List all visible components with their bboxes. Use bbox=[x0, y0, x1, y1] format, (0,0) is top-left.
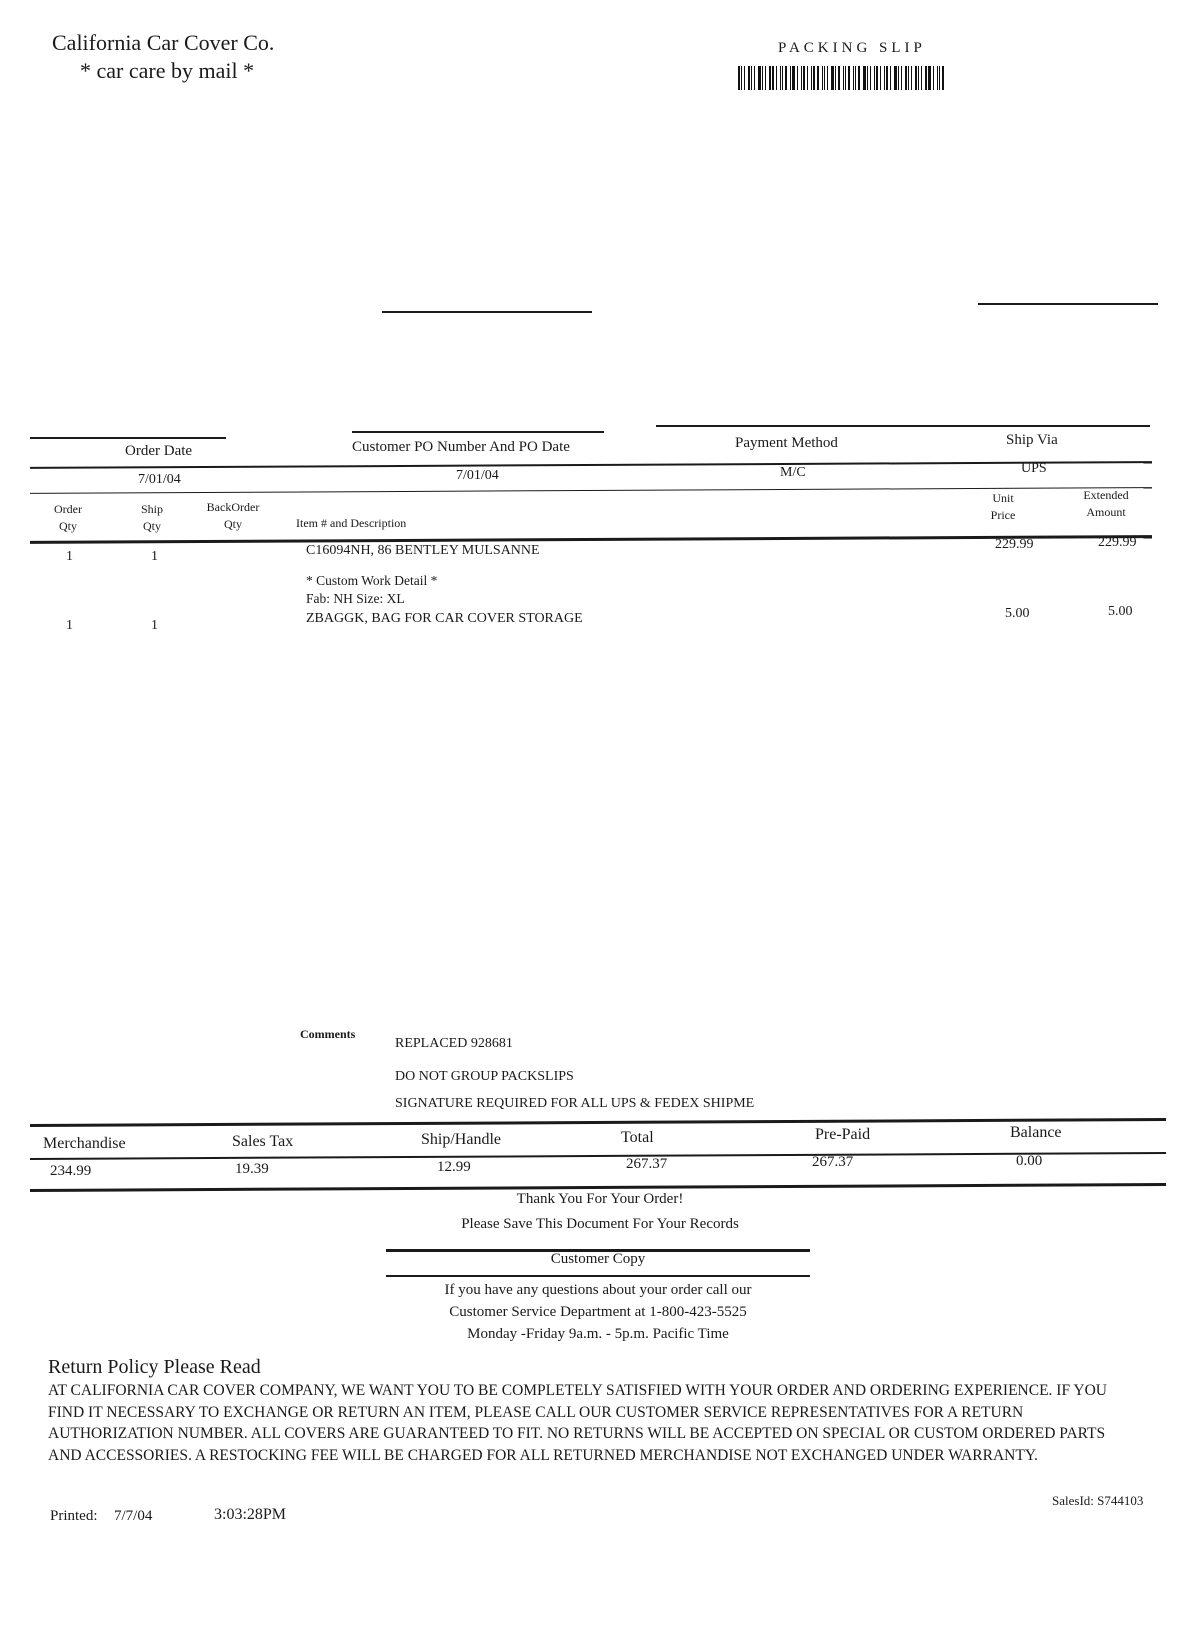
barcode bbox=[738, 66, 988, 90]
extended-amount-header: Extended Amount bbox=[1083, 488, 1129, 519]
blank-line-1 bbox=[382, 311, 592, 313]
order-info-top-rule bbox=[656, 425, 1150, 427]
printed-date: 7/7/04 bbox=[114, 1508, 153, 1524]
item-2-extended: 5.00 bbox=[1108, 604, 1133, 619]
ship-handle-header: Ship/Handle bbox=[421, 1131, 501, 1148]
order-qty-header: Order Qty bbox=[54, 502, 82, 533]
order-info-bottom-rule bbox=[30, 487, 1152, 494]
customer-copy-bottom-rule bbox=[386, 1275, 810, 1277]
merchandise-header: Merchandise bbox=[43, 1135, 126, 1152]
item-2-unit-price: 5.00 bbox=[1005, 606, 1030, 621]
customer-po-value: 7/01/04 bbox=[456, 468, 499, 483]
comment-line: DO NOT GROUP PACKSLIPS bbox=[395, 1069, 574, 1084]
pre-paid-header: Pre-Paid bbox=[815, 1126, 871, 1143]
merchandise-value: 234.99 bbox=[50, 1163, 92, 1179]
total-value: 267.37 bbox=[626, 1156, 668, 1172]
item-2-ship-qty: 1 bbox=[151, 618, 158, 633]
payment-method-header: Payment Method bbox=[735, 435, 838, 451]
item-1-custom-detail: * Custom Work Detail * bbox=[306, 573, 438, 588]
items-header-rule bbox=[30, 535, 1152, 544]
item-1-fabric-size: Fab: NH Size: XL bbox=[306, 591, 405, 606]
item-description-header: Item # and Description bbox=[296, 516, 407, 530]
comments-label: Comments bbox=[300, 1027, 356, 1041]
customer-po-header: Customer PO Number And PO Date bbox=[352, 439, 570, 455]
order-date-value: 7/01/04 bbox=[138, 472, 181, 487]
contact-line: Customer Service Department at 1-800-423-5525 bbox=[449, 1304, 747, 1320]
comment-line: REPLACED 928681 bbox=[395, 1036, 513, 1051]
return-policy-title: Return Policy Please Read bbox=[48, 1356, 261, 1378]
company-tagline: * car care by mail * bbox=[80, 58, 255, 83]
item-1-description: C16094NH, 86 BENTLEY MULSANNE bbox=[306, 543, 540, 558]
ship-handle-value: 12.99 bbox=[437, 1159, 471, 1175]
order-info-top-rule bbox=[30, 437, 226, 439]
customer-copy-label: Customer Copy bbox=[550, 1251, 646, 1267]
item-1-order-qty: 1 bbox=[66, 549, 73, 564]
thank-you-message: Thank You For Your Order! bbox=[516, 1191, 684, 1207]
totals-top-rule bbox=[30, 1118, 1166, 1127]
ship-qty-header: Ship Qty bbox=[140, 502, 163, 533]
contact-line: Monday -Friday 9a.m. - 5p.m. Pacific Time bbox=[467, 1326, 729, 1342]
return-policy-text: AT CALIFORNIA CAR COVER COMPANY, WE WANT YOU TO BE COMPLETELY SATISFIED WITH YOUR ORDER AND ORDERING EXPERIENCE. IF YOU FIND IT NECESSARY TO EXCHANGE OR RETURN AN ITEM, PLEASE CALL OUR CUSTOMER SERVICE REPRESENTATIVES FOR A RETURN AUTHORIZATION NUMBER. ALL COVERS ARE GUARANTEED TO FIT. NO RETURNS WILL BE ACCEPTED ON SPECIAL OR CUSTOM ORDERED PARTS AND ACCESSORIES. A RESTOCKING FEE WILL BE CHARGED FOR ALL RETURNED MERCHANDISE NOT EXCHANGED UNDER WARRANTY. bbox=[48, 1382, 1107, 1464]
unit-price-header: Unit Price bbox=[990, 491, 1016, 522]
item-1-ship-qty: 1 bbox=[151, 549, 158, 564]
backorder-qty-header: BackOrder Qty bbox=[206, 500, 260, 531]
save-document-message: Please Save This Document For Your Records bbox=[461, 1216, 739, 1232]
item-2-order-qty: 1 bbox=[66, 618, 73, 633]
totals-mid-rule bbox=[30, 1152, 1166, 1160]
ship-via-header: Ship Via bbox=[1006, 432, 1058, 448]
comment-line: SIGNATURE REQUIRED FOR ALL UPS & FEDEX SHIPME bbox=[395, 1096, 755, 1111]
payment-method-value: M/C bbox=[780, 465, 806, 480]
order-info-top-rule bbox=[352, 431, 604, 433]
item-1-unit-price: 229.99 bbox=[995, 537, 1034, 552]
sales-tax-value: 19.39 bbox=[235, 1161, 269, 1177]
contact-line: If you have any questions about your order call our bbox=[444, 1282, 752, 1298]
item-2-description: ZBAGGK, BAG FOR CAR COVER STORAGE bbox=[306, 611, 583, 626]
balance-value: 0.00 bbox=[1016, 1153, 1043, 1169]
sales-id: SalesId: S744103 bbox=[1052, 1493, 1144, 1508]
company-name: California Car Cover Co. bbox=[52, 30, 275, 55]
item-1-extended: 229.99 bbox=[1098, 535, 1137, 550]
printed-label: Printed: bbox=[50, 1508, 98, 1524]
order-info-mid-rule bbox=[30, 461, 1152, 468]
order-date-header: Order Date bbox=[125, 443, 193, 459]
pre-paid-value: 267.37 bbox=[812, 1154, 854, 1170]
balance-header: Balance bbox=[1010, 1124, 1062, 1141]
total-header: Total bbox=[621, 1129, 654, 1146]
sales-tax-header: Sales Tax bbox=[232, 1133, 294, 1150]
blank-line-2 bbox=[978, 303, 1158, 305]
ship-via-value: UPS bbox=[1021, 461, 1047, 476]
document-title: PACKING SLIP bbox=[778, 40, 926, 56]
printed-time: 3:03:28PM bbox=[214, 1506, 287, 1523]
